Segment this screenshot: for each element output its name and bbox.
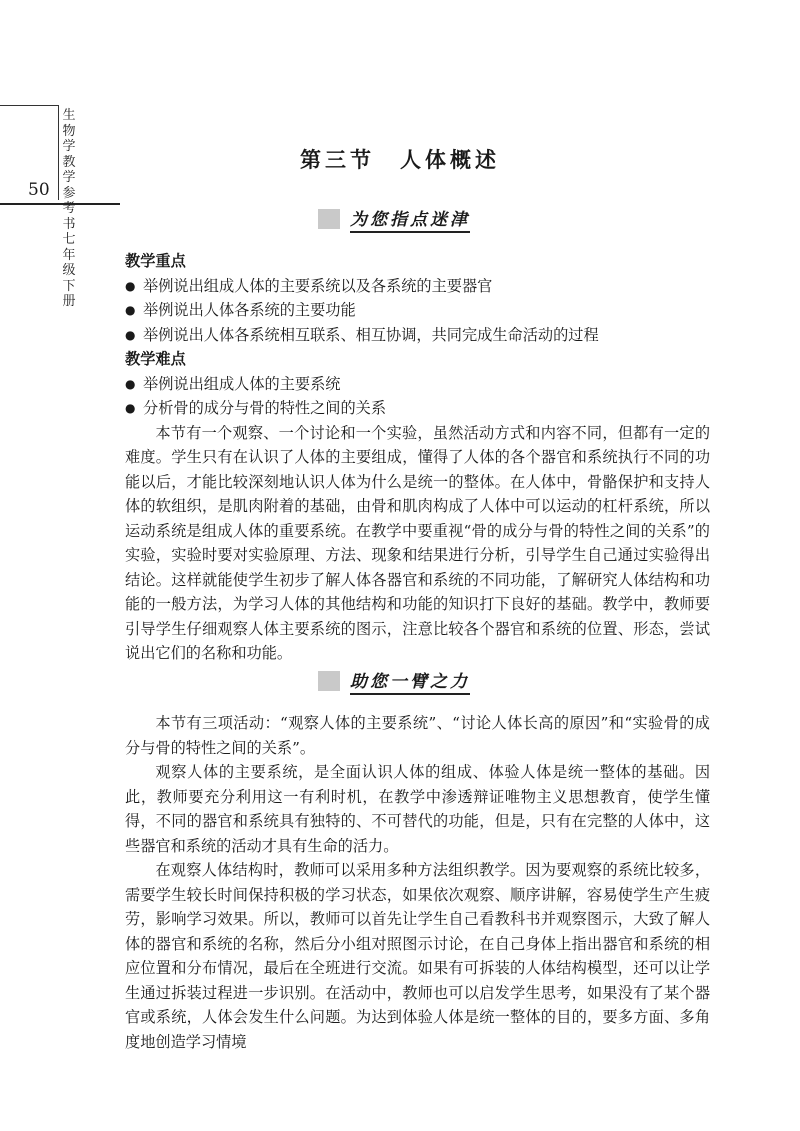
list-item: ● 举例说出组成人体的主要系统以及各系统的主要器官 [125,274,710,299]
running-title-char: 物 [62,123,76,139]
section-marker [318,671,340,691]
running-title-char: 年 [62,247,76,263]
bullet-icon: ● [125,401,136,415]
key-points-heading: 教学重点 [125,252,186,270]
section-marker [318,209,340,229]
list-item: ● 举例说出人体各系统的主要功能 [125,298,710,323]
key-points-list [125,274,710,348]
running-title-char: 考 [62,201,76,216]
section-heading-assistance [318,668,470,694]
bullet-icon: ● [125,327,136,342]
bullet-icon: ● [125,303,136,317]
difficult-points-heading: 教学难点 [125,350,186,368]
running-title-char: 级 [62,263,76,278]
bullet-icon: ● [125,278,136,293]
chapter-title: 第三节 人体概述 [300,147,500,173]
body-paragraph: 在观察人体结构时，教师可以采用多种方法组织教学。因为要观察的系统比较多，需要学生较长时间保持积极的学习状态，如果依次观察、顺序讲解，容易使学生产生疲劳，影响学习效果。所以，教师可以首先让学生自己看教科书并观察图示，大致了解人体的器官和系统的名称，然后分小组对照图示讨论，在自己身体上指出器官和系统的相应位置和分布情况，最后在全班进行交流。如果有可拆装的人体结构模型，还可以让学生通过拆装过程进一步识别。在活动中，教师也可以启发学生思考，如果没有了某个器官或系统，人体会发生什么问题。为达到体验人体是统一整体的目的，要多方面、多角度地创造学习情境 [125,861,710,1051]
list-item: ● 分析骨的成分与骨的特性之间的关系 [125,396,710,421]
body-paragraph: 本节有三项活动：“观察人体的主要系统”、“讨论人体长高的原因”和“实验骨的成分与骨的特性之间的关系”。 [125,714,710,757]
section-title: 为您指点迷津 [350,205,470,233]
running-title-char: 生 [62,108,76,123]
list-item: ● 举例说出组成人体的主要系统 [125,372,710,397]
section-heading-guidance [318,206,470,232]
bullet-icon: ● [125,376,136,391]
margin-rule-top [0,105,58,106]
running-title-char: 书 [62,216,76,232]
running-title-char: 七 [62,232,76,247]
difficult-points-list [125,372,710,421]
running-title-char: 下 [62,278,76,294]
running-title [60,108,78,310]
assistance-body [125,711,710,1054]
section-title: 助您一臂之力 [350,667,470,695]
body-paragraph: 观察人体的主要系统，是全面认识人体的组成、体验人体是统一整体的基础。因此，教师要充分利用这一有利时机，在教学中渗透辩证唯物主义思想教育，使学生懂得，不同的器官和系统具有独特的、不可替代的功能，但是，只有在完整的人体中，这些器官和系统的活动才具有生命的活力。 [125,763,710,855]
body-paragraph: 本节有一个观察、一个讨论和一个实验，虽然活动方式和内容不同，但都有一定的难度。学生只有在认识了人体的主要组成，懂得了人体的各个器官和系统执行不同的功能以后，才能比较深刻地认识人体为什么是统一的整体。在人体中，骨骼保护和支持人体的软组织，是肌肉附着的基础，由骨和肌肉构成了人体中可以运动的杠杆系统，所以运动系统是组成人体的重要系统。在教学中要重视“骨的成分与骨的特性之间的关系”的实验，实验时要对实验原理、方法、现象和结果进行分析，引导学生自己通过实验得出结论。这样就能使学生初步了解人体各器官和系统的不同功能，了解研究人体结构和功能的一般方法，为学习人体的其他结构和功能的知识打下良好的基础。教学中，教师要引导学生仔细观察人体主要系统的图示，注意比较各个器官和系统的位置、形态，尝试说出它们的名称和功能。 [125,423,710,662]
running-title-char: 学 [62,139,76,154]
page-number: 50 [28,180,50,200]
running-title-char: 册 [62,294,76,309]
guidance-body [125,249,710,666]
running-title-char: 参 [62,185,76,201]
list-item: ● 举例说出人体各系统相互联系、相互协调，共同完成生命活动的过程 [125,323,710,348]
running-title-char: 教 [62,154,76,170]
running-title-char: 学 [62,170,76,185]
